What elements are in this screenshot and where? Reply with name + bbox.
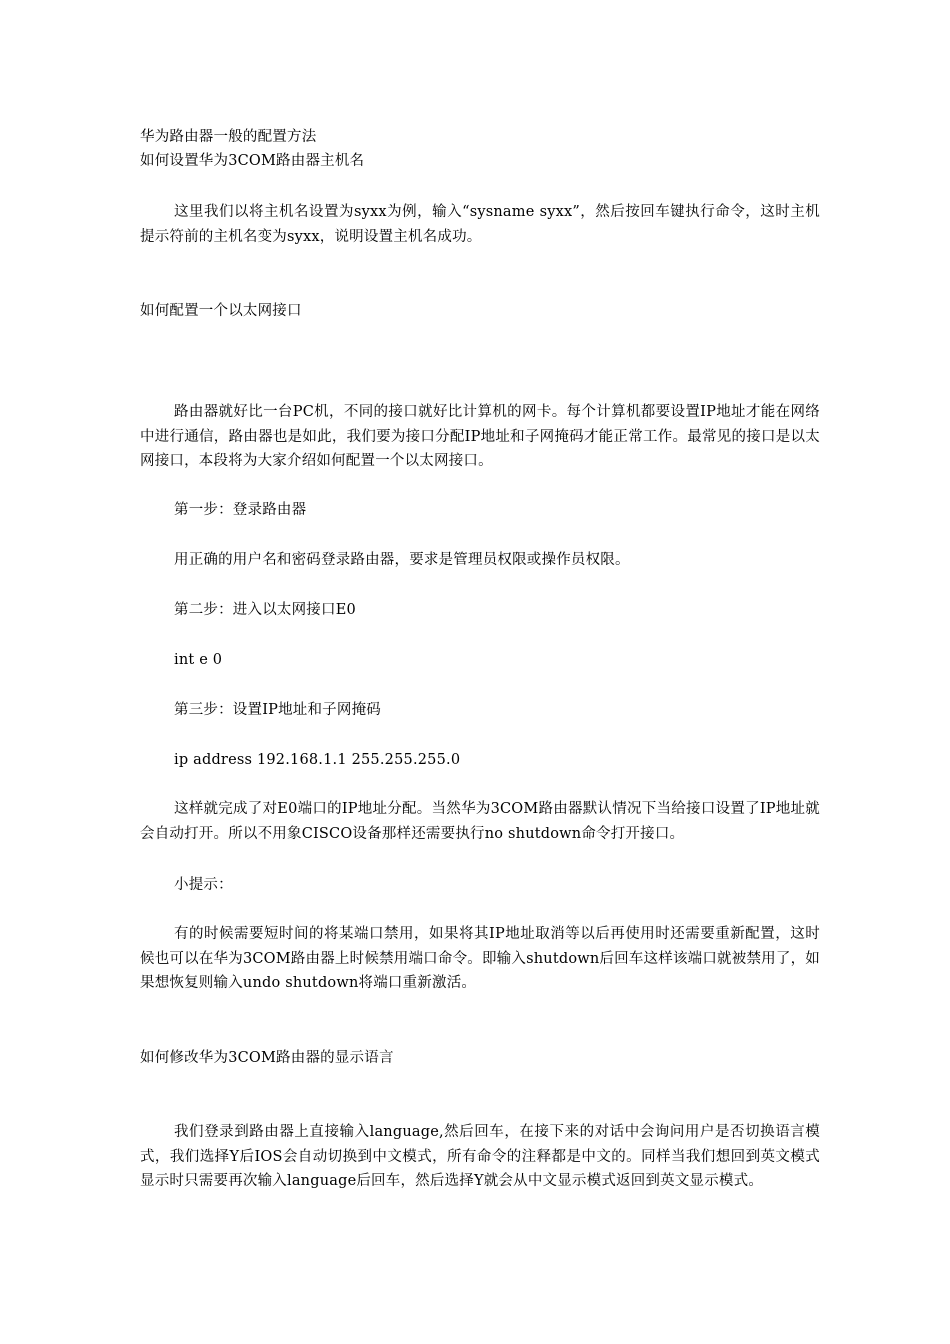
step1-text: 用正确的用户名和密码登录路由器，要求是管理员权限或操作员权限。 [174, 552, 630, 568]
paragraph-hostname: 这里我们以将主机名设置为syxx为例，输入“sysname syxx”，然后按回车键执行命令，这时主机提示符前的主机名变为syxx，说明设置主机名成功。 [140, 204, 820, 245]
paragraph-ethernet-intro: 路由器就好比一台PC机，不同的接口就好比计算机的网卡。每个计算机都要设置IP地址才能在网络中进行通信，路由器也是如此，我们要为接口分配IP地址和子网掩码才能正常工作。最常见的接口是以太网接口，本段将为大家介绍如何配置一个以太网接口。 [140, 404, 820, 469]
section-heading-ethernet: 如何配置一个以太网接口 [140, 303, 302, 319]
step3-label: 第三步：设置IP地址和子网掩码 [174, 702, 381, 718]
step2-label: 第二步：进入以太网接口E0 [174, 602, 356, 618]
section-heading-hostname: 如何设置华为3COM路由器主机名 [140, 153, 365, 169]
paragraph-tip: 有的时候需要短时间的将某端口禁用，如果将其IP地址取消等以后再使用时还需要重新配置，这时候也可以在华为3COM路由器上时候禁用端口命令。即输入shutdown后回车这样该端口就被禁用了，如果想恢复则输入undo shutdown将端口重新激活。 [140, 926, 820, 991]
tip-label: 小提示： [174, 877, 233, 893]
document-title: 华为路由器一般的配置方法 [140, 129, 317, 145]
paragraph-ethernet-summary: 这样就完成了对E0端口的IP地址分配。当然华为3COM路由器默认情况下当给接口设置了IP地址就会自动打开。所以不用象CISCO设备那样还需要执行no shutdown命令打开接口。 [140, 801, 820, 842]
step1-label: 第一步：登录路由器 [174, 502, 307, 518]
paragraph-language: 我们登录到路由器上直接输入language,然后回车，在接下来的对话中会询问用户是否切换语言模式，我们选择Y后IOS会自动切换到中文模式，所有命令的注释都是中文的。同样当我们想回到英文模式显示时只需要再次输入language后回车，然后选择Y就会从中文显示模式返回到英文显示模式。 [140, 1124, 820, 1189]
section-heading-language: 如何修改华为3COM路由器的显示语言 [140, 1050, 394, 1066]
step2-command: int e 0 [174, 652, 223, 668]
step3-command: ip address 192.168.1.1 255.255.255.0 [174, 752, 461, 768]
